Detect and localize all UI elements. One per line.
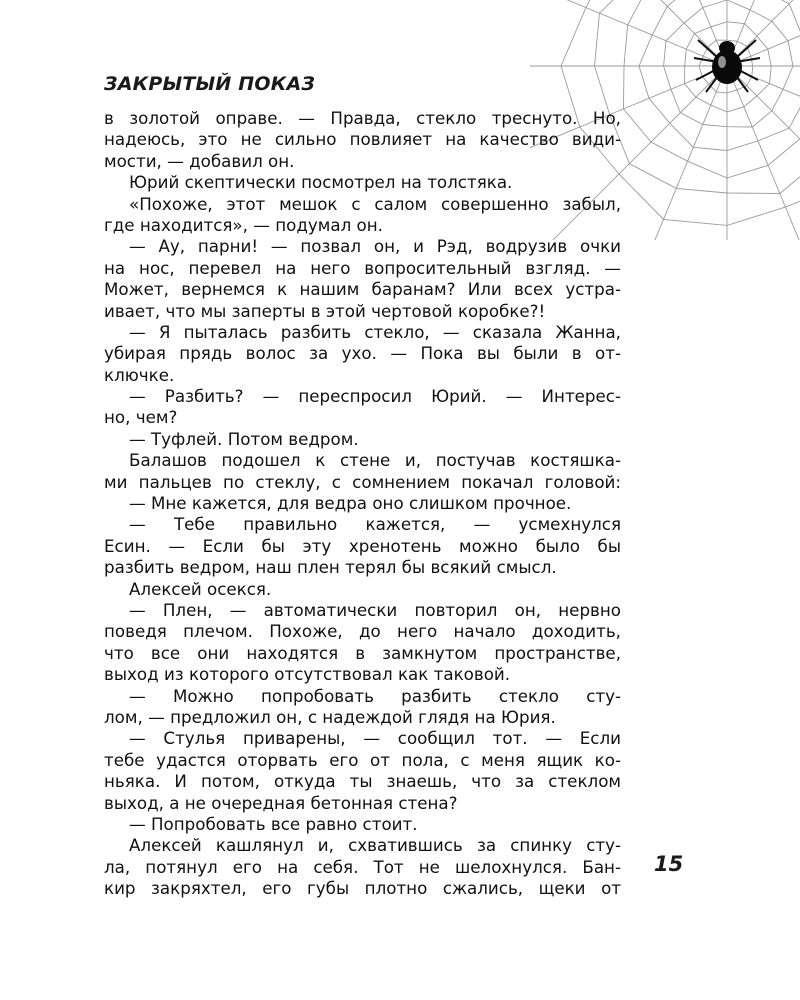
text-line: — Я пыталась разбить стекло, — сказала Жанна,: [129, 321, 621, 342]
text-line: — Можно попробовать разбить стекло сту-: [129, 685, 621, 706]
text-line: выход, а не очередная бетонная стена?: [104, 792, 458, 813]
text-line: Алексей осекся.: [129, 578, 272, 599]
text-line: разбить ведром, наш плен терял бы всякий смысл.: [104, 557, 557, 578]
text-line: — Стулья приварены, — сообщил тот. — Если: [129, 728, 621, 749]
text-line: лом, — предложил он, с надеждой глядя на Юрия.: [104, 706, 556, 727]
text-line: но, чем?: [104, 407, 178, 428]
text-line: — Мне кажется, для ведра оно слишком прочное.: [129, 493, 572, 514]
text-line: ньяка. И потом, откуда ты знаешь, что за стеклом: [104, 771, 621, 792]
text-line: кир закряхтел, его губы плотно сжались, щеки от: [104, 878, 621, 899]
text-line: Есин. — Если бы эту хренотень можно было бы: [104, 535, 621, 556]
text-line: поведя плечом. Похоже, до него начало доходить,: [104, 621, 621, 642]
text-line: — Ау, парни! — позвал он, и Рэд, водрузив очки: [129, 236, 621, 257]
text-line: в золотой оправе. — Правда, стекло треснуто. Но,: [104, 108, 621, 128]
text-line: где находится», — подумал он.: [104, 214, 383, 235]
text-line: ключке.: [104, 364, 175, 385]
text-line: — Разбить? — переспросил Юрий. — Интерес-: [129, 386, 621, 407]
text-line: выход из которого отсутствовал как таковой.: [104, 664, 511, 685]
text-line: на нос, перевел на него вопросительный взгляд. —: [104, 257, 621, 278]
text-line: — Туфлей. Потом ведром.: [129, 428, 359, 449]
text-line: Балашов подошел к стене и, постучав костяшка-: [129, 450, 621, 471]
text-line: мости, — добавил он.: [104, 150, 295, 171]
text-line: Может, вернемся к нашим баранам? Или всех устра-: [104, 279, 621, 300]
text-line: тебе удастся оторвать его от пола, с меня ящик ко-: [104, 749, 621, 770]
text-line: убирая прядь волос за ухо. — Пока вы были в от-: [104, 343, 621, 364]
text-line: ла, потянул его на себя. Тот не шелохнулся. Бан-: [104, 856, 621, 877]
text-line: — Тебе правильно кажется, — усмехнулся: [129, 514, 621, 535]
text-line: «Похоже, этот мешок с салом совершенно забыл,: [129, 193, 621, 214]
text-line: Юрий скептически посмотрел на толстяка.: [129, 172, 513, 193]
text-line: надеюсь, это не сильно повлияет на качество види-: [104, 129, 621, 150]
page-number: 15: [654, 852, 684, 876]
text-line: — Плен, — автоматически повторил он, нервно: [129, 599, 621, 620]
text-line: ми пальцев по стеклу, с сомнением покачал головой:: [104, 471, 621, 492]
text-line: ивает, что мы заперты в этой чертовой коробке?!: [104, 300, 546, 321]
body-text: [104, 108, 621, 899]
text-line: Алексей кашлянул и, схватившись за спинку сту-: [129, 835, 621, 856]
text-line: что все они находятся в замкнутом пространстве,: [104, 642, 621, 663]
running-title: ЗАКРЫТЫЙ ПОКАЗ: [104, 73, 316, 95]
text-line: — Попробовать все равно стоит.: [129, 813, 418, 834]
